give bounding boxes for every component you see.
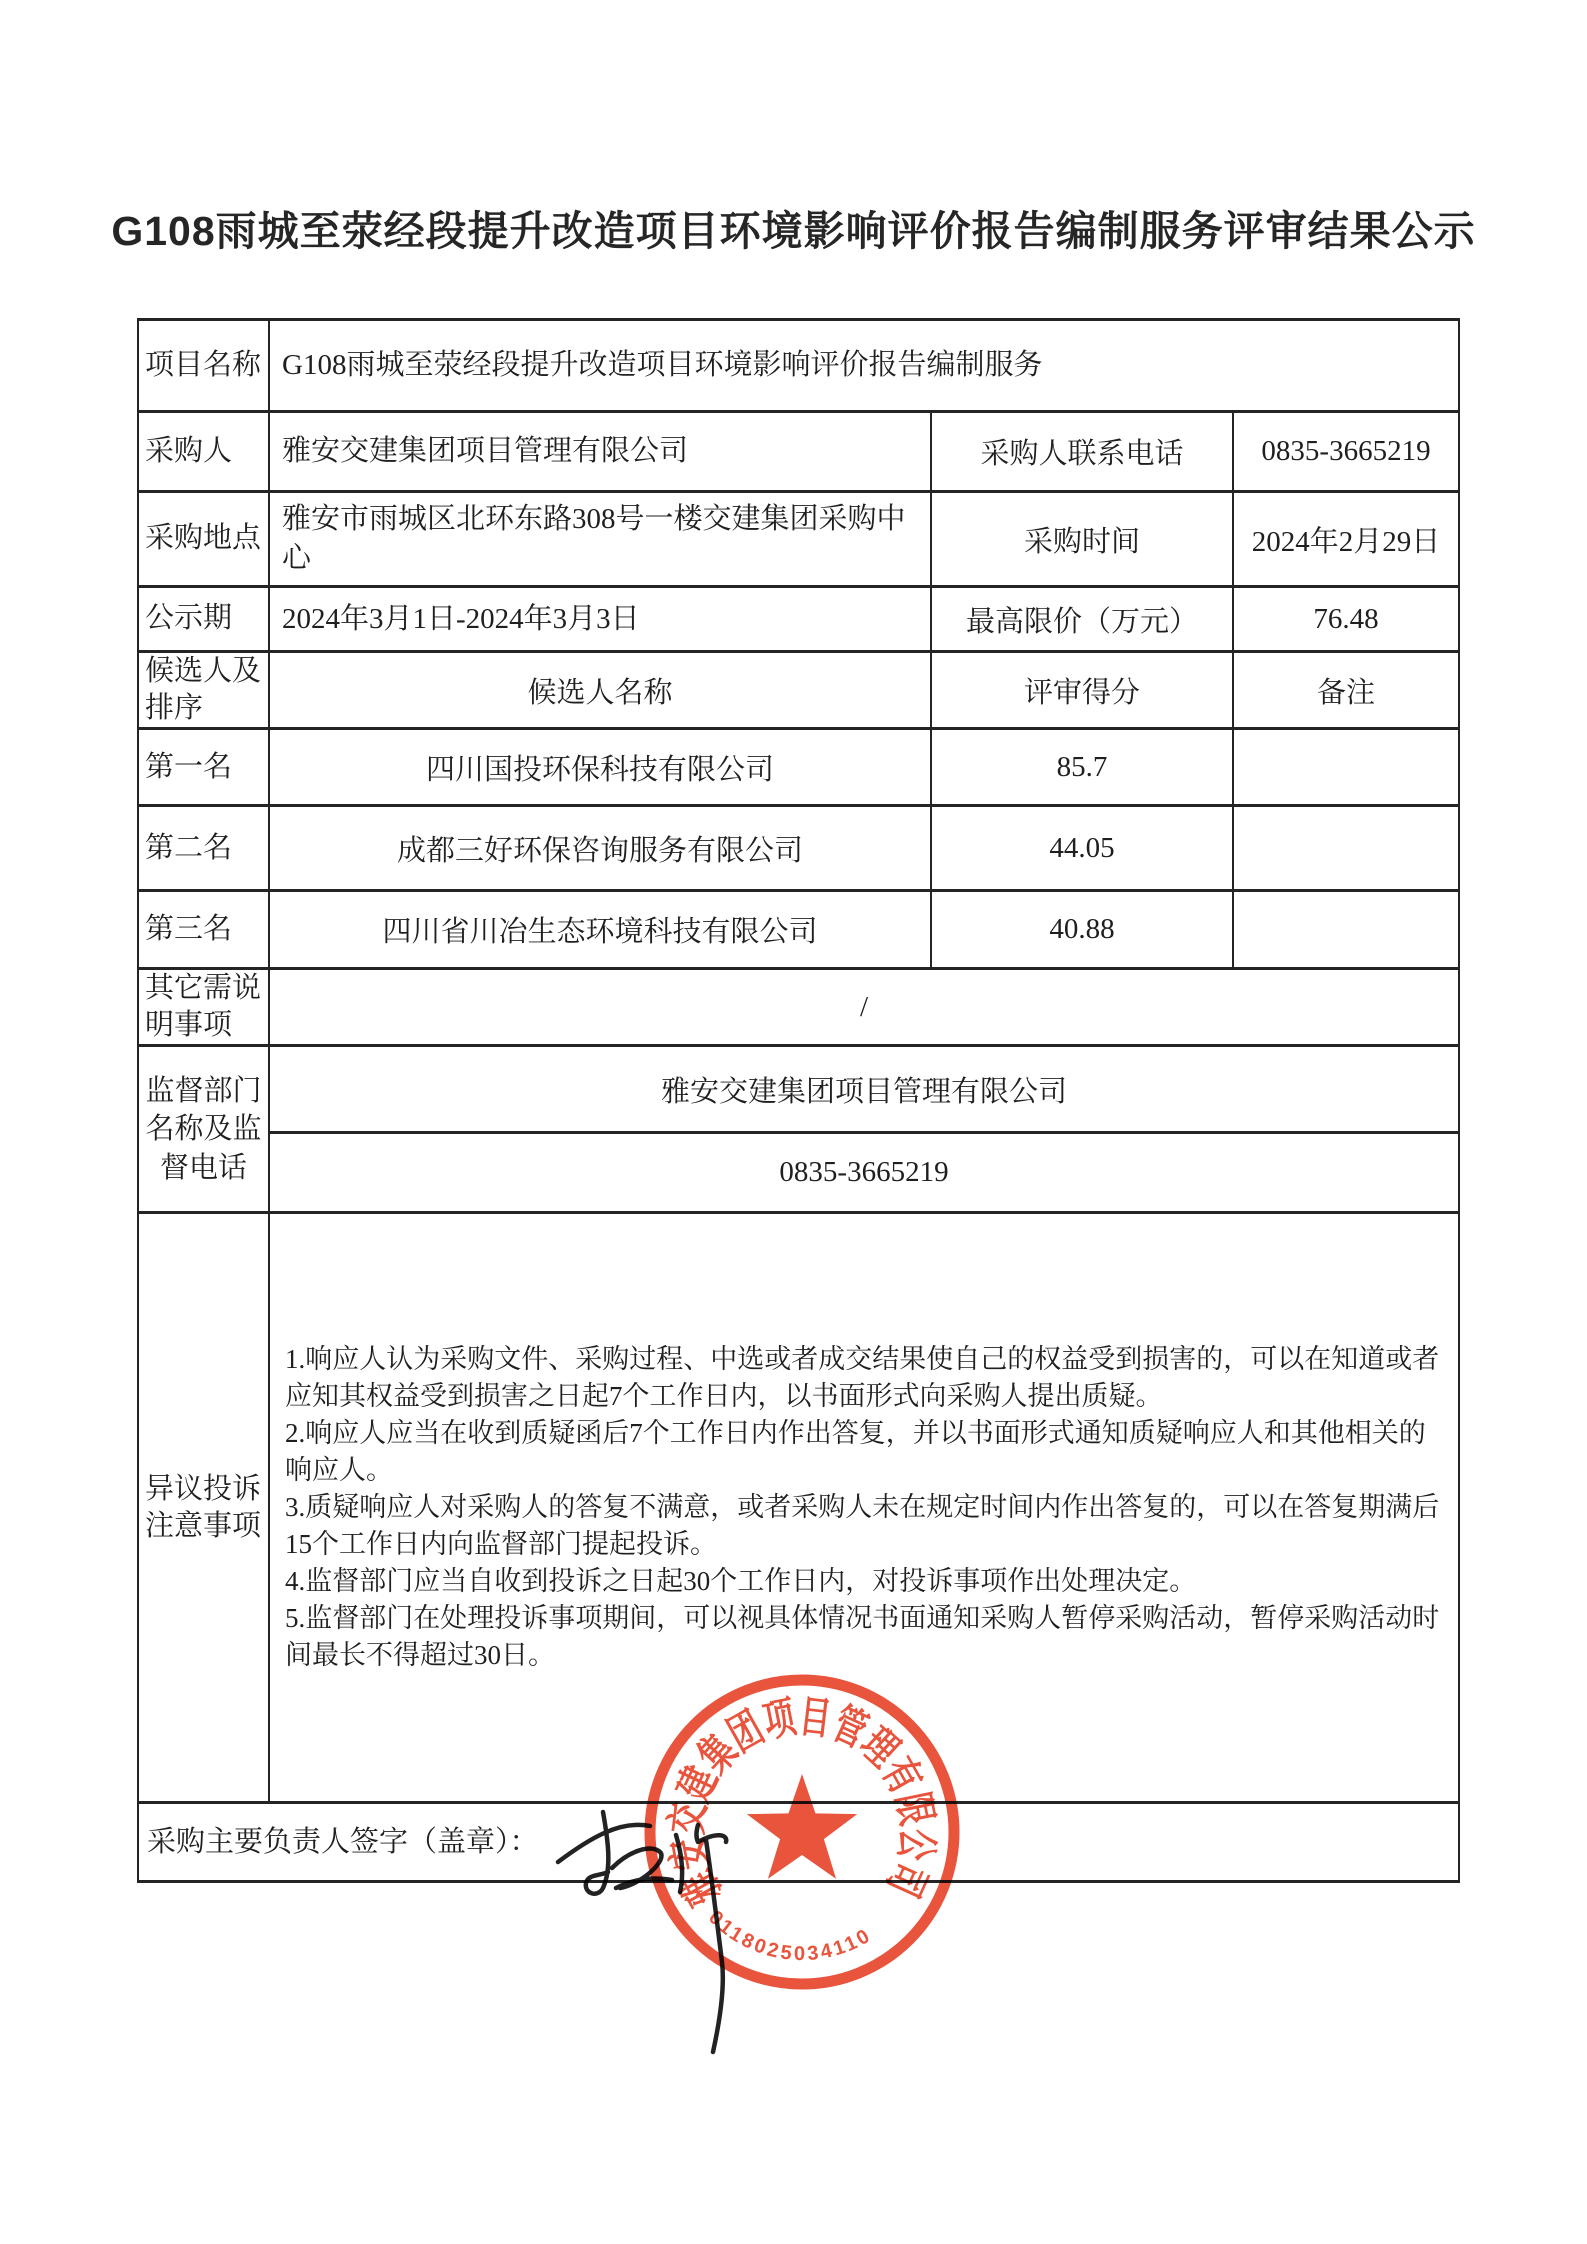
announcement-table [137,318,1460,1883]
purchaser-label: 采购人 [138,412,269,492]
signature-row [138,1803,1459,1882]
objection-clause-3: 3.质疑响应人对采购人的答复不满意，或者采购人未在规定时间内作出答复的，可以在答复期满后15个工作日内向监督部门提起投诉。 [285,1492,1440,1560]
candidate-name-header: 候选人名称 [269,652,931,729]
location-label: 采购地点 [138,492,269,587]
purchaser-value: 雅安交建集团项目管理有限公司 [269,412,931,492]
rank-3-name: 四川省川冶生态环境科技有限公司 [269,891,931,969]
objection-clause-1: 1.响应人认为采购文件、采购过程、中选或者成交结果使自己的权益受到损害的，可以在知道或者应知其权益受到损害之日起7个工作日内，以书面形式向采购人提出质疑。 [285,1344,1440,1412]
rank-3-remark [1233,891,1459,969]
candidate-row [138,806,1459,891]
table-row [138,1213,1459,1803]
other-label: 其它需说明事项 [138,969,269,1046]
max-price-value: 76.48 [1233,587,1459,652]
objection-clauses [271,1341,1457,1674]
page-title: G108雨城至荥经段提升改造项目环境影响评价报告编制服务评审结果公示 [111,208,1476,254]
location-value: 雅安市雨城区北环东路308号一楼交建集团采购中心 [269,492,931,587]
rank-3-label: 第三名 [138,891,269,969]
time-value: 2024年2月29日 [1233,492,1459,587]
rank-1-name: 四川国投环保科技有限公司 [269,729,931,806]
remark-header: 备注 [1233,652,1459,729]
supervision-label: 监督部门名称及监督电话 [138,1046,269,1213]
objection-label: 异议投诉注意事项 [138,1213,269,1803]
candidate-row [138,729,1459,806]
table-row [138,412,1459,492]
table-row [138,492,1459,587]
publicity-label: 公示期 [138,587,269,652]
rank-1-remark [1233,729,1459,806]
rank-1-label: 第一名 [138,729,269,806]
max-price-label: 最高限价（万元） [931,587,1233,652]
candidates-label: 候选人及排序 [138,652,269,729]
supervision-phone: 0835-3665219 [269,1133,1459,1213]
table-row [138,587,1459,652]
supervision-name: 雅安交建集团项目管理有限公司 [269,1046,1459,1133]
table-row [138,1046,1459,1133]
objection-content [269,1213,1459,1803]
signature-label: 采购主要负责人签字（盖章）： [138,1803,1459,1882]
objection-clause-2: 2.响应人应当在收到质疑函后7个工作日内作出答复，并以书面形式通知质疑响应人和其他相关的响应人。 [285,1418,1426,1486]
objection-clause-5: 5.监督部门在处理投诉事项期间，可以视具体情况书面通知采购人暂停采购活动，暂停采购活动时间最长不得超过30日。 [285,1603,1440,1671]
rank-2-name: 成都三好环保咨询服务有限公司 [269,806,931,891]
project-name-label: 项目名称 [138,320,269,412]
publicity-value: 2024年3月1日-2024年3月3日 [269,587,931,652]
rank-1-score: 85.7 [931,729,1233,806]
purchaser-phone-label: 采购人联系电话 [931,412,1233,492]
score-header: 评审得分 [931,652,1233,729]
rank-2-remark [1233,806,1459,891]
other-value: / [269,969,1459,1046]
time-label: 采购时间 [931,492,1233,587]
project-name-value: G108雨城至荥经段提升改造项目环境影响评价报告编制服务 [269,320,1459,412]
seal-company-text: 雅安交建集团项目管理有限公司 [660,1690,944,1916]
rank-2-score: 44.05 [931,806,1233,891]
objection-clause-4: 4.监督部门应当自收到投诉之日起30个工作日内，对投诉事项作出处理决定。 [285,1566,1197,1597]
table-row [138,1133,1459,1213]
purchaser-phone-value: 0835-3665219 [1233,412,1459,492]
rank-2-label: 第二名 [138,806,269,891]
table-row [138,320,1459,412]
rank-3-score: 40.88 [931,891,1233,969]
table-row [138,969,1459,1046]
candidate-row [138,891,1459,969]
table-header-row [138,652,1459,729]
seal-number-text: 0118025034110 [704,1906,876,1966]
